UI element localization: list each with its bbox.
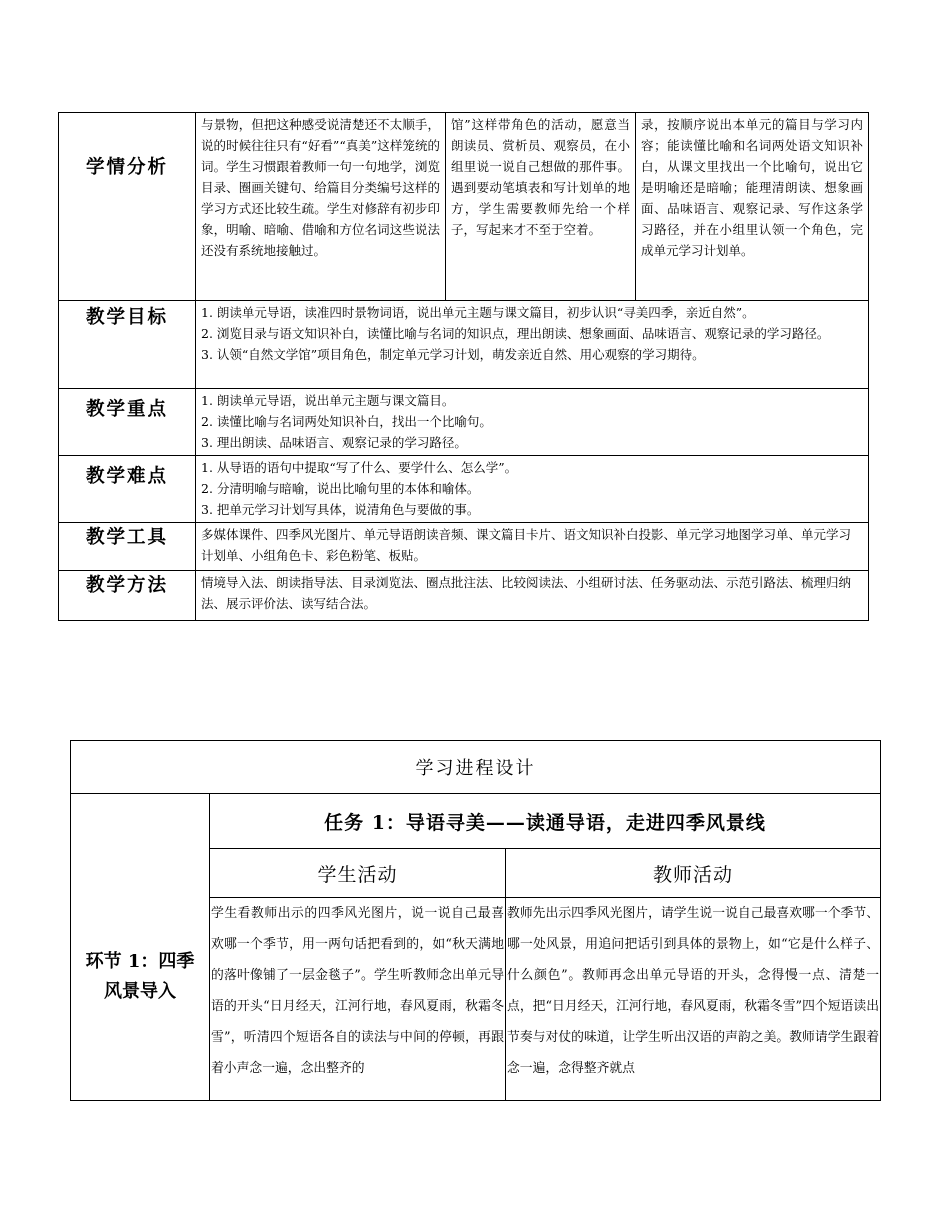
tools-content: 多媒体课件、四季风光图片、单元导语朗读音频、课文篇目卡片、语文知识补白投影、单元学习地图学习单、单元学习计划单、小组角色卡、彩色粉笔、板贴。: [196, 523, 869, 571]
goals-row: [59, 301, 869, 389]
task-title: 任务 1：导语寻美——读通导语，走进四季风景线: [210, 794, 881, 849]
analysis-col2: 馆”这样带角色的活动，愿意当朗读员、赏析员、观察员，在小组里说一说自己想做的那件事。遇到要动笔填表和写计划单的地方，学生需要教师先给一个样子，写起来才不至于空着。: [446, 113, 636, 301]
key-points-content: [196, 389, 869, 456]
key-point-item: 3. 理出朗读、品味语言、观察记录的学习路径。: [201, 435, 467, 450]
task-row: [71, 794, 881, 849]
goal-item: 3. 认领“自然文学馆”项目角色，制定单元学习计划，萌发亲近自然、用心观察的学习期待。: [201, 347, 705, 362]
difficulty-item: 2. 分清明喻与暗喻，说出比喻句里的本体和喻体。: [201, 481, 480, 496]
difficulties-content: [196, 456, 869, 523]
difficulty-item: 3. 把单元学习计划写具体，说清角色与要做的事。: [201, 502, 480, 517]
analysis-row: [59, 113, 869, 301]
goal-item: 1. 朗读单元导语，读准四时景物词语，说出单元主题与课文篇目，初步认识“寻美四季，亲近自然”。: [201, 305, 755, 320]
tools-label: 教学工具: [59, 523, 196, 571]
student-activity-header: 学生活动: [210, 849, 506, 898]
key-point-item: 1. 朗读单元导语，说出单元主题与课文篇目。: [201, 393, 455, 408]
teacher-activity-header: 教师活动: [506, 849, 881, 898]
analysis-col1: 与景物，但把这种感受说清楚还不太顺手，说的时候往往只有“好看”“真美”这样笼统的词。学生习惯跟着教师一句一句地学，浏览目录、圈画关键句、给篇目分类编号这样的学习方式还比较生疏。学生对修辞有初步印象，明喻、暗喻、借喻和方位名词这些说法还没有系统地接触过。: [196, 113, 446, 301]
difficulties-label: 教学难点: [59, 456, 196, 523]
methods-row: [59, 571, 869, 621]
key-points-row: [59, 389, 869, 456]
difficulties-row: [59, 456, 869, 523]
methods-label: 教学方法: [59, 571, 196, 621]
teacher-activity-content: 教师先出示四季风光图片，请学生说一说自己最喜欢哪一个季节、哪一处风景，用追问把话引到具体的景物上，如“它是什么样子、什么颜色”。教师再念出单元导语的开头，念得慢一点、清楚一点，把“日月经天，江河行地，春风夏雨，秋霜冬雪”四个短语读出节奏与对仗的味道，让学生听出汉语的声韵之美。教师请学生跟着念一遍，念得整齐就点: [507, 906, 879, 1076]
difficulty-item: 1. 从导语的语句中提取“写了什么、要学什么、怎么学”。: [201, 460, 518, 475]
goals-label: 教学目标: [59, 301, 196, 389]
key-points-label: 教学重点: [59, 389, 196, 456]
teaching-info-table: [58, 112, 869, 621]
process-title: 学习进程设计: [71, 741, 881, 794]
key-point-item: 2. 读懂比喻与名词两处知识补白，找出一个比喻句。: [201, 414, 492, 429]
student-activity-content: 学生看教师出示的四季风光图片，说一说自己最喜欢哪一个季节，用一两句话把看到的，如“秋天满地的落叶像铺了一层金毯子”。学生听教师念出单元导语的开头“日月经天，江河行地，春风夏雨，秋霜冬雪”，听清四个短语各自的读法与中间的停顿，再跟着小声念一遍，念出整齐的: [211, 906, 504, 1076]
phase-label: 环节 1：四季风景导入: [71, 794, 210, 1101]
goal-item: 2. 浏览目录与语文知识补白，读懂比喻与名词的知识点，理出朗读、想象画面、品味语言、观察记录的学习路径。: [201, 326, 830, 341]
methods-content: 情境导入法、朗读指导法、目录浏览法、圈点批注法、比较阅读法、小组研讨法、任务驱动法、示范引路法、梳理归纳法、展示评价法、读写结合法。: [196, 571, 869, 621]
learning-process-table: [70, 740, 881, 1101]
analysis-label: 学情分析: [59, 113, 196, 301]
student-activity-text: [210, 898, 506, 1101]
goals-content: [196, 301, 869, 389]
analysis-col3: 录，按顺序说出本单元的篇目与学习内容；能读懂比喻和名词两处语文知识补白，从课文里找出一个比喻句，说出它是明喻还是暗喻；能理清朗读、想象画面、品味语言、观察记录、写作这条学习路径，并在小组里认领一个角色，完成单元学习计划单。: [636, 113, 869, 301]
process-title-row: [71, 741, 881, 794]
tools-row: [59, 523, 869, 571]
teacher-activity-text: [506, 898, 881, 1101]
